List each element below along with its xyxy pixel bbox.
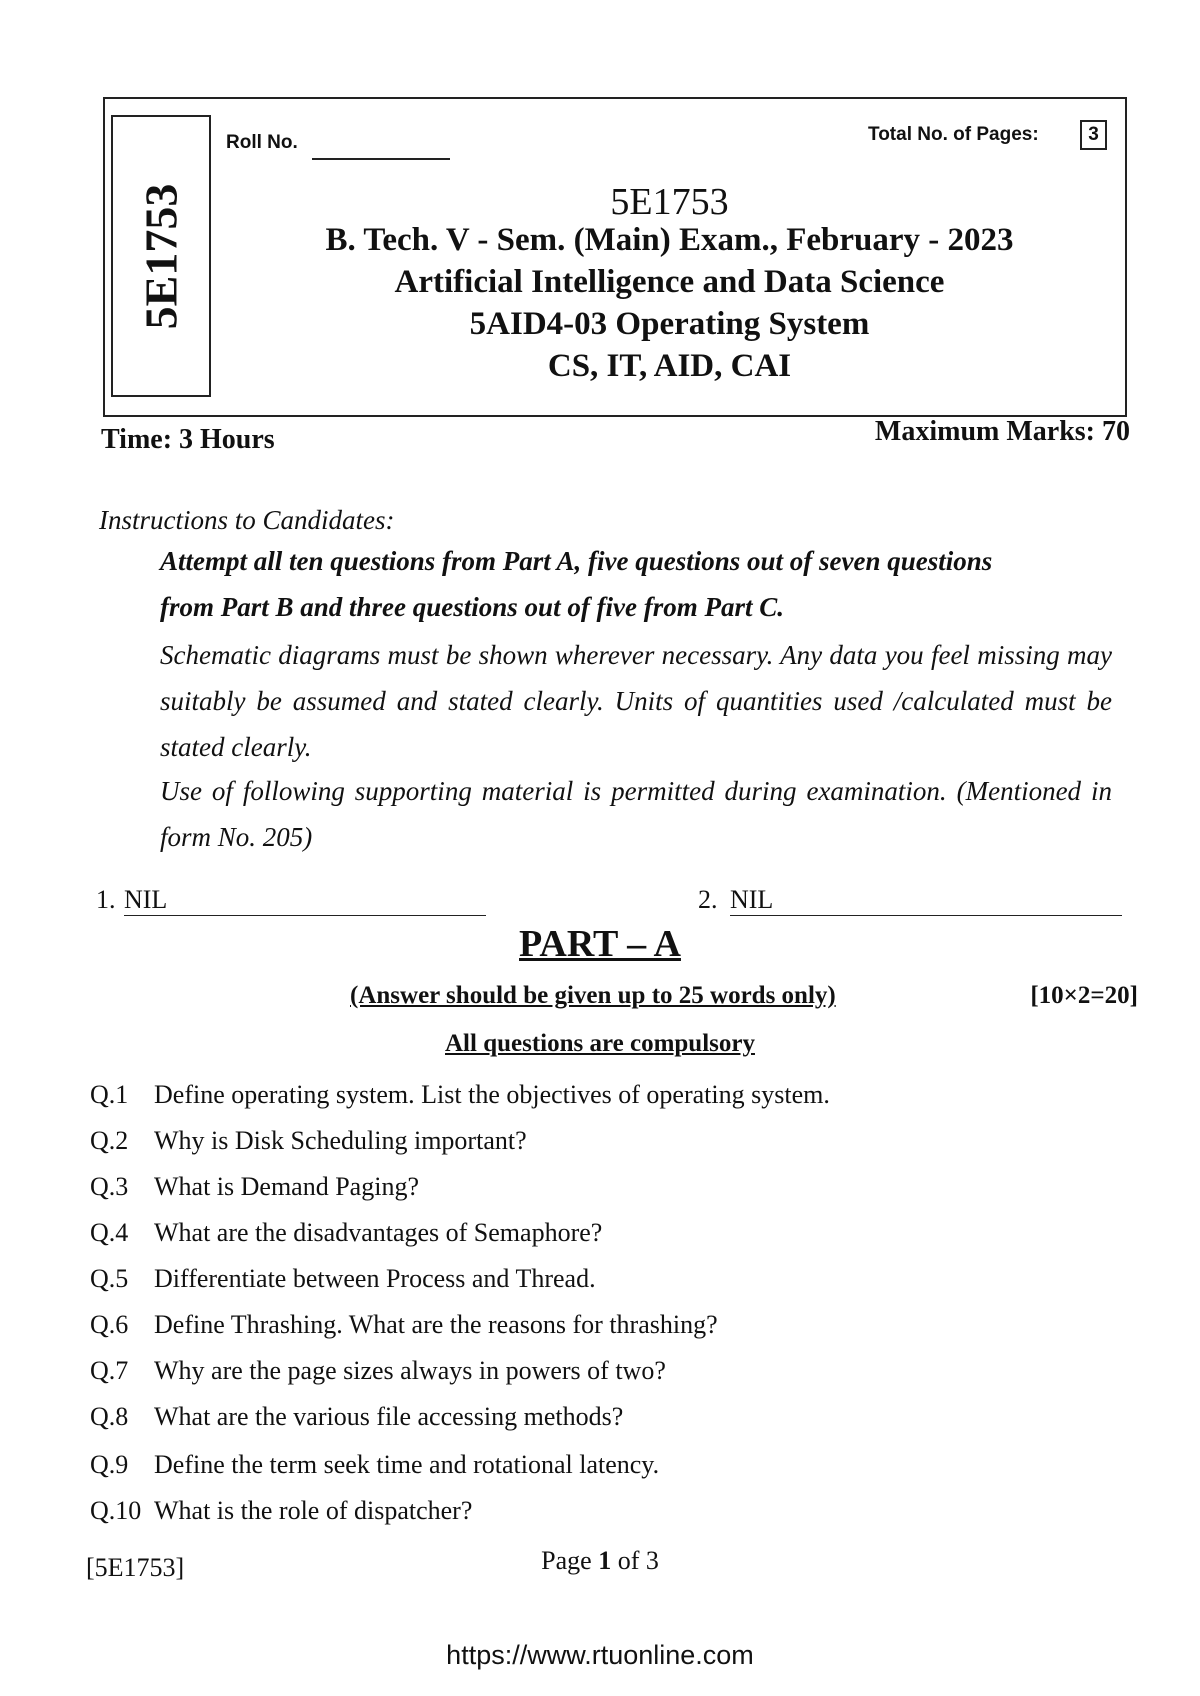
instructions-title: Instructions to Candidates: xyxy=(99,505,395,535)
question-text: Why is Disk Scheduling important? xyxy=(154,1126,527,1155)
question-number: Q.4 xyxy=(90,1218,129,1247)
question-number: Q.8 xyxy=(90,1402,129,1431)
side-paper-code xyxy=(111,115,211,397)
question-number: Q.6 xyxy=(90,1310,129,1339)
maximum-marks: Maximum Marks: 70 xyxy=(874,416,1130,447)
question-number: Q.10 xyxy=(90,1496,142,1525)
streams-title: CS, IT, AID, CAI xyxy=(547,348,792,384)
total-pages-label: Total No. of Pages: xyxy=(868,124,1039,145)
question-item xyxy=(90,1264,596,1294)
side-code-text: 5E1753 xyxy=(135,183,187,329)
question-item xyxy=(90,1218,602,1248)
question-number: Q.3 xyxy=(90,1172,129,1201)
question-text: What is Demand Paging? xyxy=(154,1172,419,1201)
part-a-subtitle: (Answer should be given up to 25 words only) xyxy=(350,982,836,1009)
question-item xyxy=(90,1126,527,1156)
question-item xyxy=(90,1310,718,1340)
question-number: Q.9 xyxy=(90,1450,129,1479)
question-number: Q.2 xyxy=(90,1126,129,1155)
footer-url[interactable]: https://www.rtuonline.com xyxy=(446,1640,754,1670)
page-suffix: of 3 xyxy=(617,1546,659,1575)
page-number xyxy=(0,1546,1200,1576)
question-text: What is the role of dispatcher? xyxy=(154,1496,473,1525)
paper-code: 5E1753 xyxy=(610,181,729,223)
page-current: 1 xyxy=(598,1546,612,1575)
question-text: Differentiate between Process and Thread. xyxy=(154,1264,596,1293)
branch-title: Artificial Intelligence and Data Science xyxy=(394,264,945,300)
roll-number-label: Roll No. xyxy=(226,132,298,153)
question-text: What are the various file accessing methods? xyxy=(154,1402,624,1431)
subject-title: 5AID4-03 Operating System xyxy=(469,306,870,342)
material-1-value: NIL xyxy=(124,885,486,916)
question-number: Q.5 xyxy=(90,1264,129,1293)
question-number: Q.7 xyxy=(90,1356,129,1385)
instruction-paragraph-2: Use of following supporting material is permitted during examination. (Mentioned in form No. 205) xyxy=(160,776,1112,852)
total-pages-value: 3 xyxy=(1080,120,1107,150)
question-text: Why are the page sizes always in powers of two? xyxy=(154,1356,666,1385)
part-a-note: All questions are compulsory xyxy=(445,1030,755,1057)
question-item xyxy=(90,1080,830,1110)
roll-number-line xyxy=(312,158,450,160)
question-text: Define the term seek time and rotational latency. xyxy=(154,1450,660,1479)
question-item xyxy=(90,1172,419,1202)
footer-paper-code: [5E1753] xyxy=(86,1553,185,1582)
question-item xyxy=(90,1402,623,1432)
instruction-bold-line-2: from Part B and three questions out of five from Part C. xyxy=(160,592,785,622)
question-item xyxy=(90,1356,666,1386)
part-a-marks: [10×2=20] xyxy=(1030,982,1138,1009)
material-1-number: 1. xyxy=(96,885,116,914)
time-limit: Time: 3 Hours xyxy=(101,424,275,455)
instruction-bold-line-1: Attempt all ten questions from Part A, five questions out of seven questions xyxy=(160,546,993,576)
page-prefix: Page xyxy=(541,1546,592,1575)
question-text: What are the disadvantages of Semaphore? xyxy=(154,1218,603,1247)
instruction-paragraph-1: Schematic diagrams must be shown wherever necessary. Any data you feel missing may suitably be assumed and stated clearly. Units of quantities used /calculated must be stated clearly. xyxy=(160,640,1112,762)
question-text: Define operating system. List the objectives of operating system. xyxy=(154,1080,830,1109)
part-a-title: PART – A xyxy=(519,923,681,965)
question-item xyxy=(90,1496,472,1526)
question-number: Q.1 xyxy=(90,1080,129,1109)
exam-title: B. Tech. V - Sem. (Main) Exam., February - 2023 xyxy=(325,222,1014,258)
question-text: Define Thrashing. What are the reasons for thrashing? xyxy=(154,1310,718,1339)
material-2-number: 2. xyxy=(698,885,718,914)
material-2-value: NIL xyxy=(730,885,1122,916)
question-item xyxy=(90,1450,659,1480)
